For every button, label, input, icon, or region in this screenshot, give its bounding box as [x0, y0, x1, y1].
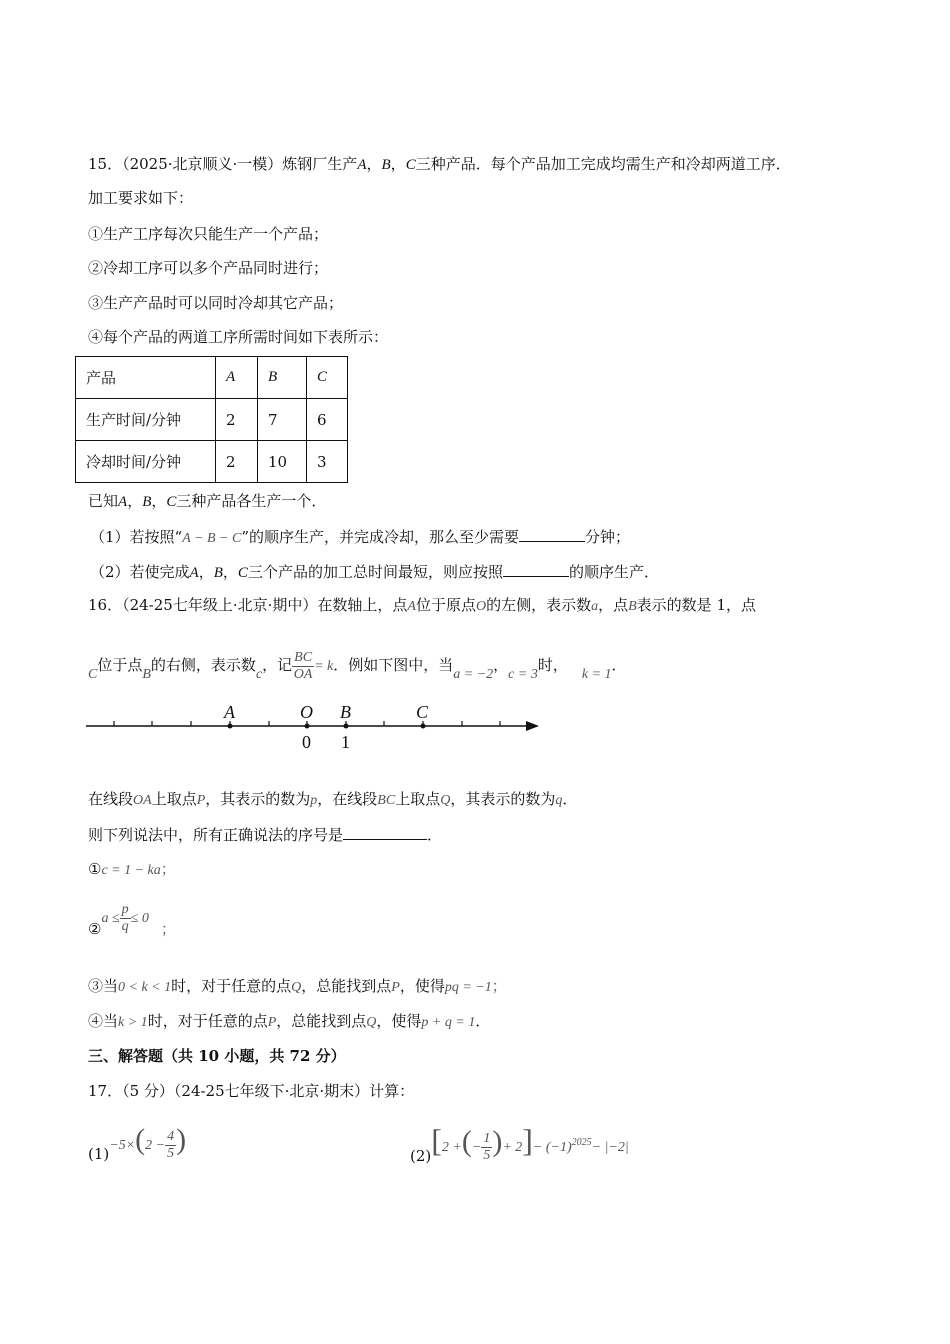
q15-req4: ④每个产品的两道工序所需时间如下表所示： [88, 328, 389, 346]
fraction-bc-oa: $\frac{BC}{OA}$ [293, 649, 313, 682]
section-heading: 三、解答题（共 10 小题，共 72 分） [88, 1047, 346, 1065]
fraction-4-5: $\frac{4}{5}$ [167, 1128, 175, 1161]
table-cell: 6 [307, 399, 348, 441]
table-row [76, 441, 348, 483]
table-row [76, 357, 348, 399]
label-o: O [300, 702, 313, 722]
table-cell: 冷却时间/分钟 [76, 441, 216, 483]
q16-option1: ①c = 1 − ka； [88, 860, 176, 878]
label-c: C [416, 702, 429, 722]
q15-known: 已知A，B，C三种产品各生产一个． [88, 492, 327, 510]
q16-head-line: 16．（24-25七年级上·北京·期中）在数轴上，点A位于原点O的左侧，表示数a，点B表示的数是 1，点 [88, 596, 756, 614]
point-o-dot [305, 724, 310, 729]
q16-line2: C位于点B的右侧，表示数c，记 $\frac{BC}{OA}$ = k．例如下图中，当a = −2，c = 3时，k = 1． [88, 649, 627, 682]
q16-segment-line: 在线段OA上取点P，其表示的数为p，在线段BC上取点Q，其表示的数为q． [88, 790, 578, 808]
q15-req1: ①生产工序每次只能生产一个产品； [88, 225, 329, 243]
q15-req2: ②冷却工序可以多个产品同时进行； [88, 259, 329, 277]
q15-part1: （1）若按照“A − B − C”的顺序生产，并完成冷却，那么至少需要 分钟； [90, 525, 630, 550]
q17-expr1: (1)−5×(2 − $\frac{4}{5}$ ) [88, 1123, 187, 1163]
table-cell: 生产时间/分钟 [76, 399, 216, 441]
table-cell: 产品 [76, 357, 216, 399]
q15-head-line: 15．（2025·北京顺义·一模）炼钢厂生产A，B，C三种产品．每个产品加工完成均需生产和冷却两道工序． [88, 155, 791, 173]
point-c-dot [421, 724, 426, 729]
point-a-dot [228, 724, 233, 729]
q15-req3: ③生产产品时可以同时冷却其它产品； [88, 294, 344, 312]
label-b: B [340, 702, 351, 722]
table-cell: 3 [307, 441, 348, 483]
table-cell: 7 [258, 399, 307, 441]
table-cell: 2 [216, 399, 258, 441]
table-row [76, 399, 348, 441]
axis-arrow-icon [526, 721, 539, 731]
point-b-dot [344, 724, 349, 729]
tick-label-1: 1 [341, 732, 350, 752]
q15-line2: 加工要求如下： [88, 189, 194, 207]
answer-blank[interactable] [343, 823, 427, 840]
fraction-1-5: $\frac{1}{5}$ [483, 1130, 491, 1163]
label-a: A [224, 702, 235, 722]
table-cell: C [307, 357, 348, 399]
table-cell: B [258, 357, 307, 399]
q16-option2: ②a ≤ $\frac{p}{q}$ ≤ 0； [88, 901, 176, 938]
process-time-table [75, 356, 348, 483]
table-cell: 10 [258, 441, 307, 483]
fraction-p-q: $\frac{p}{q}$ [121, 901, 129, 934]
table-cell: 2 [216, 441, 258, 483]
q16-option4: ④当k > 1时，对于任意的点P，总能找到点Q，使得p + q = 1． [88, 1012, 491, 1030]
q15-part2: （2）若使完成A，B，C三个产品的加工总时间最短，则应按照 的顺序生产． [90, 560, 659, 584]
q17-head-line: 17．（5 分）（24-25七年级下·北京·期末）计算： [88, 1082, 415, 1100]
answer-blank[interactable] [503, 560, 569, 577]
q16-ask: 则下列说法中，所有正确说法的序号是 ． [88, 823, 442, 846]
number-line-diagram [82, 698, 552, 754]
table-cell: A [216, 357, 258, 399]
answer-blank[interactable] [519, 525, 585, 542]
q16-option3: ③当0 < k < 1时，对于任意的点Q，总能找到点P，使得pq = −1； [88, 977, 507, 995]
tick-label-0: 0 [302, 732, 311, 752]
q17-expr2: (2)[2 +(− $\frac{1}{5}$ )+ $2]- (-1)^{2025}- |-2|$ [410, 1122, 629, 1165]
